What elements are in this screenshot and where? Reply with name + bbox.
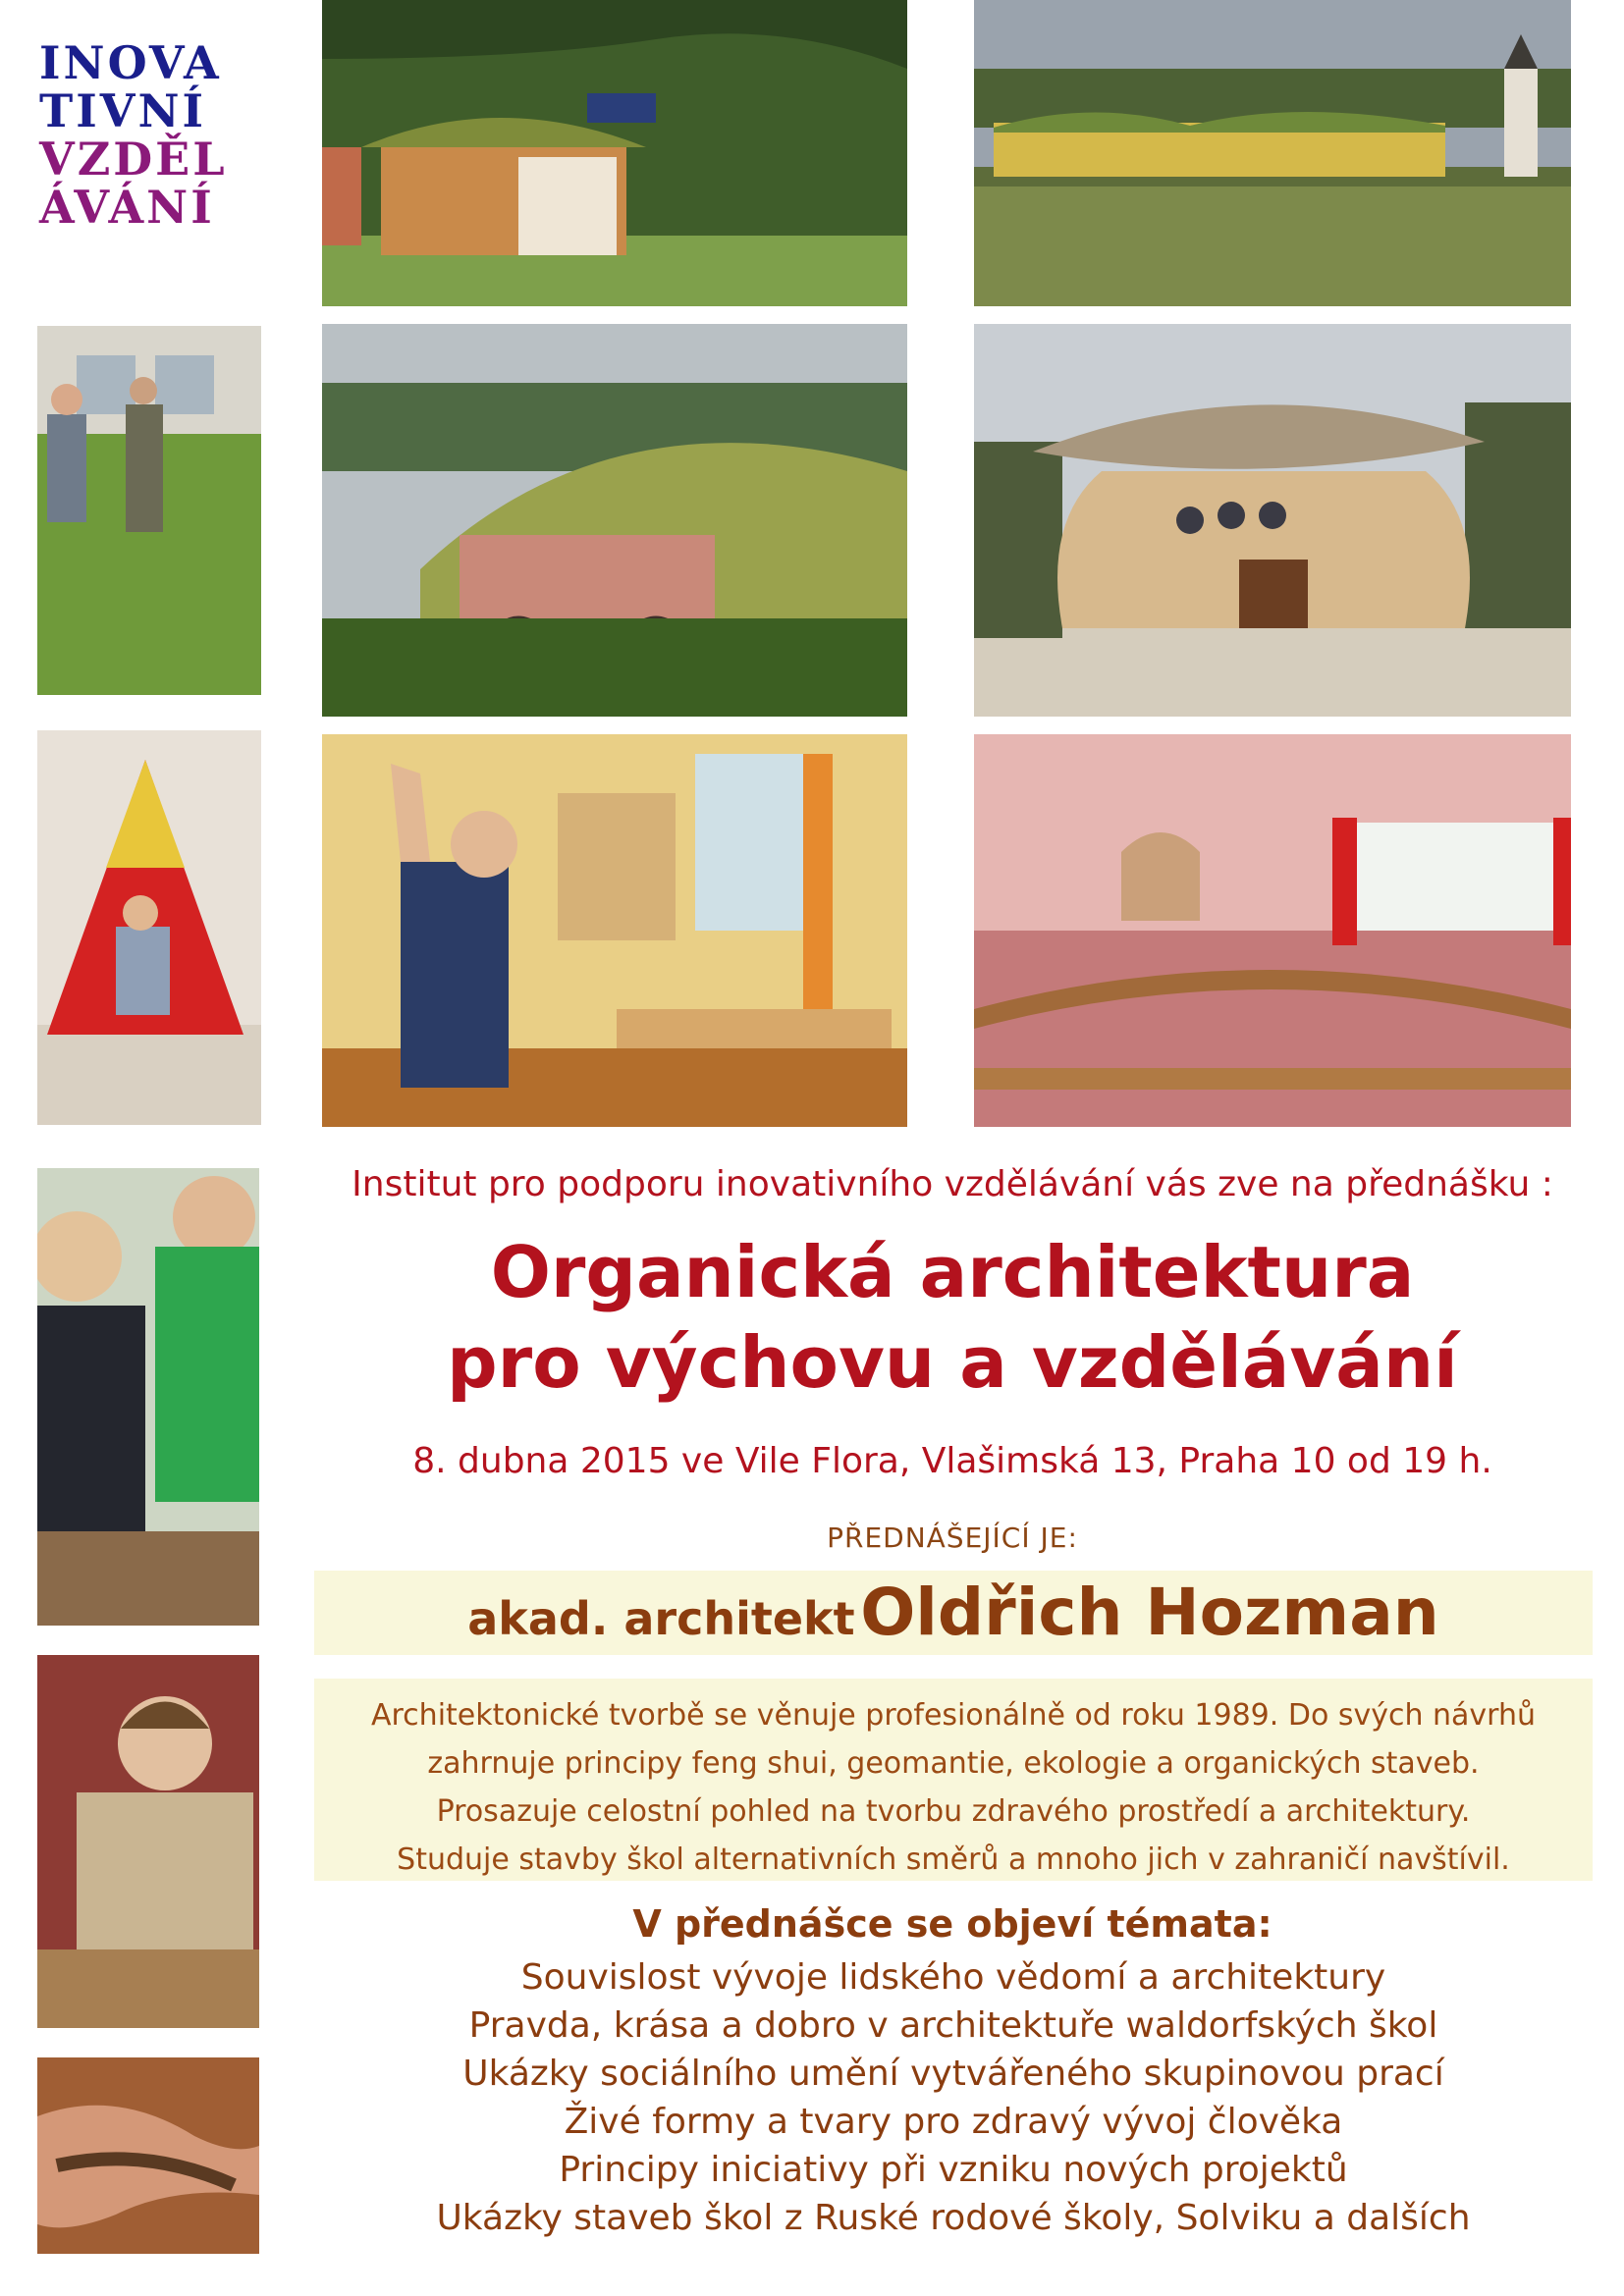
photo-classroom-boy [322,734,907,1127]
photo-pink-hall [974,734,1571,1127]
photo-earth-houses [322,324,907,717]
title-line-2: pro výchovu a vzdělávání [447,1321,1458,1404]
bio-line: zahrnuje principy feng shui, geomantie, ekologie a organických staveb. [427,1746,1480,1781]
photo-mushroom-house [974,324,1571,717]
lecturer-name-line [314,1571,1593,1655]
bio-line: Prosazuje celostní pohled na tvorbu zdravého prostředí a architektury. [436,1794,1471,1829]
topic-item: Ukázky staveb škol z Ruské rodové školy, Solviku a dalších [436,2198,1471,2238]
lecturer-bio [314,1691,1593,1884]
logo-line-1: INOVA [39,36,222,89]
photo-children-clay [37,1168,259,1626]
lecturer-label: PŘEDNÁŠEJÍCÍ JE: [827,1522,1078,1554]
event-date-location: 8. dubna 2015 ve Vile Flora, Vlašimská 13, Praha 10 od 19 h. [412,1441,1492,1481]
topics-list [314,1953,1593,2242]
logo-line-4: ÁVÁNÍ [39,181,215,234]
bio-line: Studuje stavby škol alternativních směrů a mnoho jich v zahraničí navštívil. [397,1842,1510,1877]
photo-children-garden [37,326,261,695]
logo-line-2: TIVNÍ [39,84,207,137]
title-line-1: Organická architektura [490,1231,1415,1313]
logo-line-3: VZDĚL [39,133,228,186]
invitation-line: Institut pro podporu inovativního vzdělávání vás zve na přednášku : [352,1164,1553,1204]
bio-line: Architektonické tvorbě se věnuje profesionálně od roku 1989. Do svých návrhů [370,1698,1536,1733]
logo [39,36,275,234]
lecturer-title: akad. architekt [467,1592,855,1645]
topic-item: Živé formy a tvary pro zdravý vývoj člověka [564,2102,1343,2142]
topic-item: Ukázky sociálního umění vytvářeného skupinovou prací [462,2054,1444,2094]
lecturer-name: Oldřich Hozman [860,1575,1439,1650]
event-title [314,1227,1591,1408]
topics-heading: V přednášce se objeví témata: [632,1902,1272,1946]
photo-school-building [974,0,1571,306]
topic-item: Souvislost vývoje lidského vědomí a architektury [520,1957,1386,1998]
photo-child-tipi [37,730,261,1125]
topic-item: Principy iniciativy při vzniku nových projektů [559,2150,1348,2190]
photo-hands-clay [37,2057,259,2254]
photo-green-roof-house [322,0,907,306]
topic-item: Pravda, krása a dobro v architektuře waldorfských škol [468,2005,1438,2046]
photo-boy-woodcarving [37,1655,259,2028]
